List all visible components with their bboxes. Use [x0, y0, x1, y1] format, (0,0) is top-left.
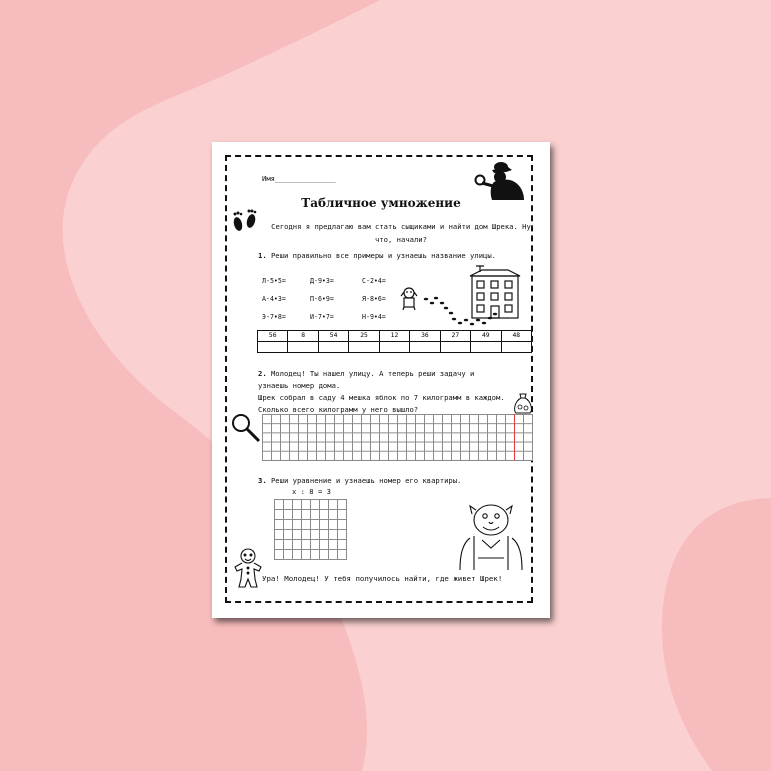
task3-instruction: Реши уравнение и узнаешь номер его квартиры.: [270, 476, 462, 485]
answer-row-letters: [258, 342, 532, 353]
letter-cell[interactable]: [379, 342, 409, 353]
task1-text: [258, 250, 503, 262]
task1-number: 1.: [258, 251, 267, 260]
example-ya: Я-8•6=: [362, 295, 386, 303]
answer-cell: 8: [288, 331, 318, 342]
task2-instruction: Молодец! Ты нашел улицу. А теперь реши задачу и узнаешь номер дома.: [258, 369, 475, 390]
house-icon: [466, 262, 524, 320]
example-s: С-2•4=: [362, 277, 386, 285]
equation: x : 8 = 3: [292, 487, 331, 496]
example-a: А-4•3=: [262, 295, 286, 303]
answer-row-values: [258, 331, 532, 342]
answer-grid-task2[interactable]: [262, 414, 533, 461]
answer-cell: 27: [440, 331, 470, 342]
answer-cell: 56: [258, 331, 288, 342]
example-p: П-6•9=: [310, 295, 334, 303]
letter-cell[interactable]: [258, 342, 288, 353]
answer-cell: 36: [410, 331, 440, 342]
footprints-icon: [230, 208, 260, 236]
letter-cell[interactable]: [288, 342, 318, 353]
shrek-icon: [452, 500, 530, 570]
answer-cell: 49: [471, 331, 501, 342]
dog-icon: [399, 286, 419, 310]
example-l: Л-5•5=: [262, 277, 286, 285]
letter-cell[interactable]: [471, 342, 501, 353]
final-text: Ура! Молодец! У тебя получилось найти, где живет Шрек!: [262, 574, 503, 583]
intro-text: Сегодня я предлагаю вам стать сыщиками и найти дом Шрека. Ну что, начали?: [271, 222, 531, 244]
margin-line: [514, 414, 515, 460]
detective-icon: [474, 156, 524, 200]
letter-cell[interactable]: [410, 342, 440, 353]
answer-cell: 54: [318, 331, 348, 342]
answer-table: [257, 330, 532, 353]
worksheet-page: [212, 142, 550, 618]
example-d: Д-9•3=: [310, 277, 334, 285]
task3-number: 3.: [258, 476, 267, 485]
answer-cell: 25: [349, 331, 379, 342]
task3-text: [258, 477, 461, 484]
gingerbread-icon: [232, 547, 264, 589]
apple-bag-icon: [512, 390, 534, 414]
example-i: И-7•7=: [310, 313, 334, 321]
task2-text: [258, 368, 508, 392]
task2-number: 2.: [258, 369, 267, 378]
page-title: Табличное умножение: [301, 196, 461, 210]
task1-instruction: Реши правильно все примеры и узнаешь название улицы.: [270, 251, 497, 260]
letter-cell[interactable]: [440, 342, 470, 353]
task2-problem: Шрек собрал в саду 4 мешка яблок по 7 килограмм в каждом. Сколько всего килограмм у него вышло?: [258, 393, 505, 414]
answer-grid-task3[interactable]: [274, 499, 347, 560]
example-n: Н-9•4=: [362, 313, 386, 321]
magnifier-icon: [230, 412, 262, 444]
example-e: Э-7•8=: [262, 313, 286, 321]
answer-cell: 48: [501, 331, 532, 342]
letter-cell[interactable]: [349, 342, 379, 353]
answer-cell: 12: [379, 331, 409, 342]
letter-cell[interactable]: [501, 342, 532, 353]
letter-cell[interactable]: [318, 342, 348, 353]
name-field-label: Имя______________: [262, 174, 336, 183]
